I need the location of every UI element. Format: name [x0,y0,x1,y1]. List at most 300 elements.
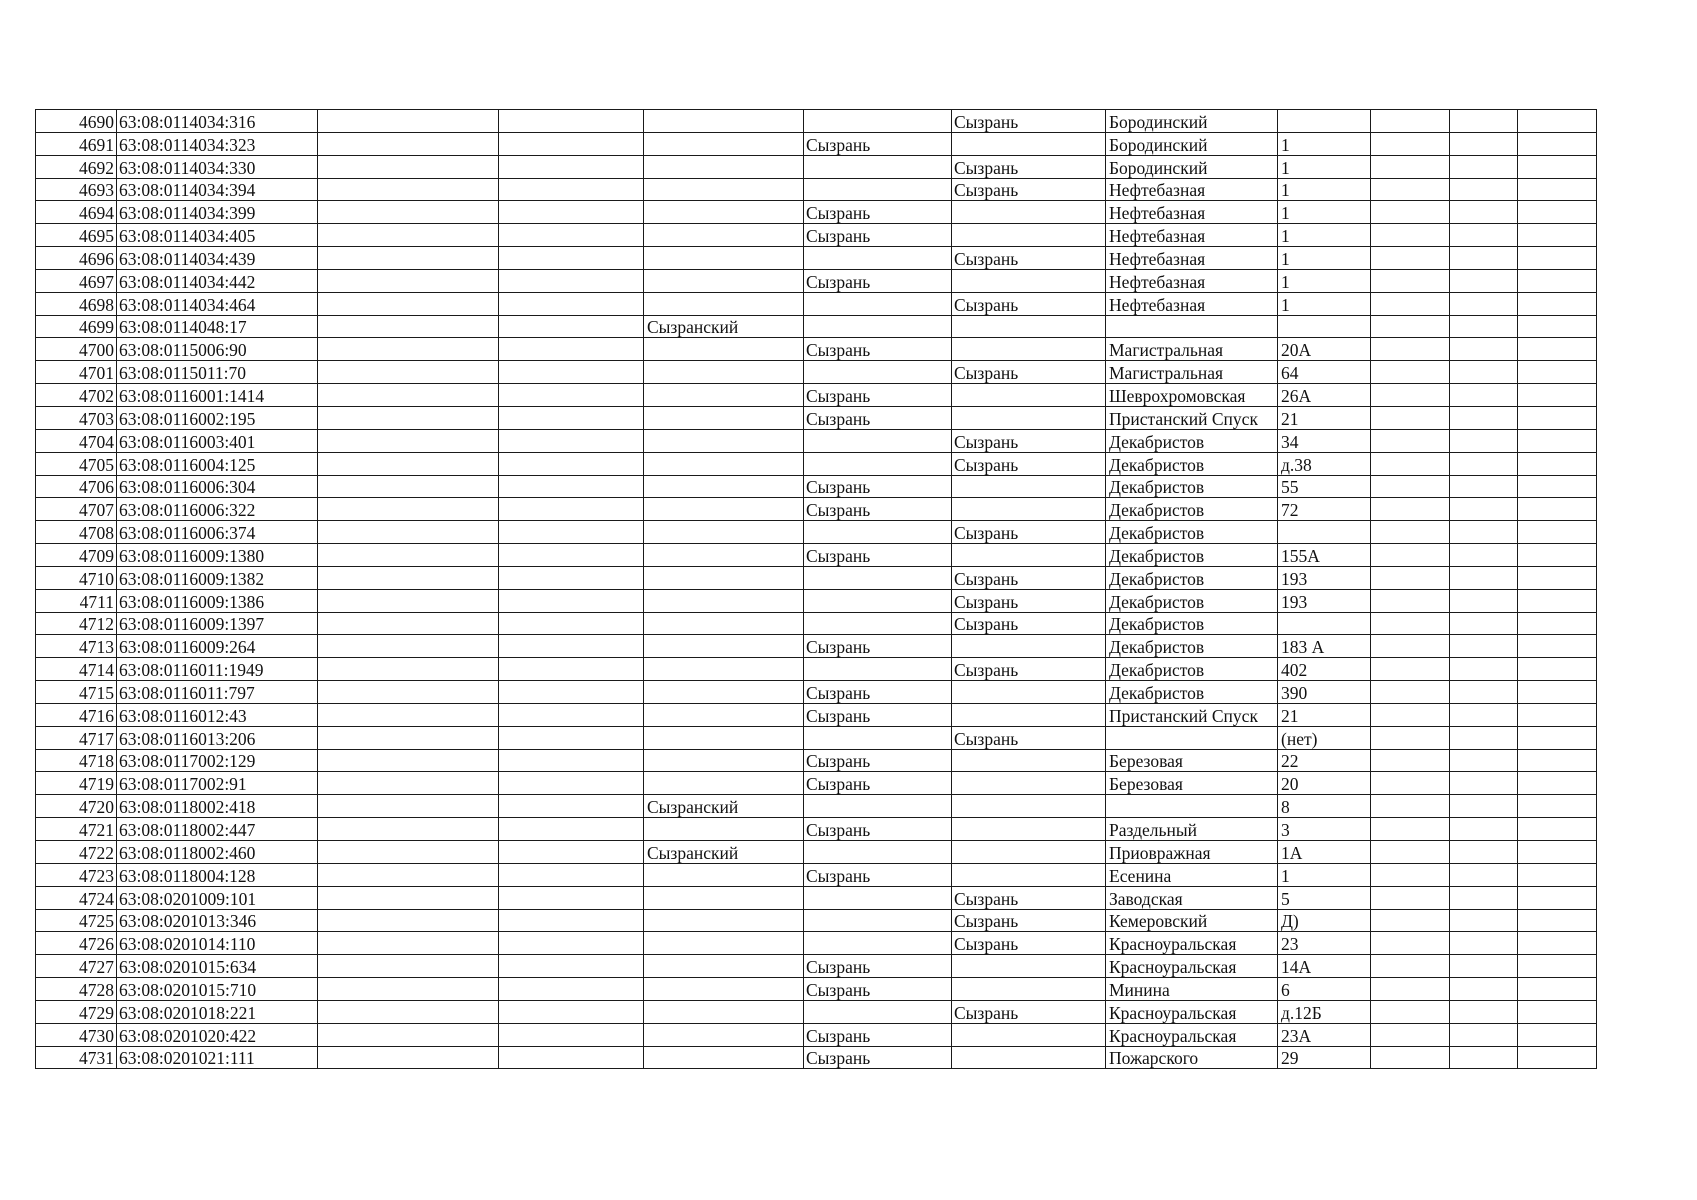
table-row [36,132,1597,155]
district-cell [644,703,804,726]
settlement-cell: Сызрань [952,361,1106,384]
table-row [36,269,1597,292]
row-number-cell: 4731 [36,1046,117,1069]
cadastral-number-cell: 63:08:0114048:17 [117,315,318,338]
settlement-cell [952,772,1106,795]
settlement-cell [952,1046,1106,1069]
row-number-cell: 4716 [36,703,117,726]
house-number-cell: 1 [1278,132,1371,155]
cadastral-number-cell: 63:08:0116006:322 [117,498,318,521]
house-number-cell: 26А [1278,384,1371,407]
cadastral-number-cell: 63:08:0116001:1414 [117,384,318,407]
empty-cell [499,338,644,361]
empty-cell [1518,269,1597,292]
settlement-cell [952,749,1106,772]
house-number-cell: 155А [1278,544,1371,567]
empty-cell [1518,818,1597,841]
empty-cell [499,110,644,133]
district-cell [644,224,804,247]
empty-cell [1450,726,1518,749]
row-number-cell: 4696 [36,247,117,270]
district-cell [644,681,804,704]
empty-cell [1450,315,1518,338]
empty-cell [318,681,499,704]
empty-cell [499,703,644,726]
cadastral-number-cell: 63:08:0116013:206 [117,726,318,749]
district-cell: Сызранский [644,841,804,864]
empty-cell [1371,292,1450,315]
row-number-cell: 4714 [36,658,117,681]
empty-cell [499,406,644,429]
empty-cell [499,361,644,384]
house-number-cell: 23 [1278,932,1371,955]
street-cell [1106,315,1278,338]
table-row [36,498,1597,521]
empty-cell [318,863,499,886]
district-cell [644,110,804,133]
empty-cell [1450,247,1518,270]
street-cell: Шеврохромовская [1106,384,1278,407]
city-cell [804,110,952,133]
empty-cell [1450,772,1518,795]
table-row [36,155,1597,178]
table-row [36,544,1597,567]
district-cell [644,201,804,224]
row-number-cell: 4705 [36,452,117,475]
empty-cell [499,498,644,521]
cadastral-number-cell: 63:08:0118002:418 [117,795,318,818]
empty-cell [318,498,499,521]
city-cell [804,932,952,955]
row-number-cell: 4718 [36,749,117,772]
cadastral-number-cell: 63:08:0115006:90 [117,338,318,361]
city-cell: Сызрань [804,772,952,795]
empty-cell [1518,681,1597,704]
empty-cell [499,635,644,658]
city-cell [804,361,952,384]
empty-cell [1450,201,1518,224]
settlement-cell: Сызрань [952,612,1106,635]
district-cell [644,1046,804,1069]
house-number-cell [1278,110,1371,133]
district-cell [644,338,804,361]
settlement-cell: Сызрань [952,292,1106,315]
empty-cell [1371,1023,1450,1046]
table-row [36,932,1597,955]
empty-cell [1371,749,1450,772]
empty-cell [318,155,499,178]
row-number-cell: 4703 [36,406,117,429]
empty-cell [499,269,644,292]
house-number-cell: д.12Б [1278,1000,1371,1023]
table-row [36,772,1597,795]
house-number-cell: 14А [1278,955,1371,978]
row-number-cell: 4709 [36,544,117,567]
cadastral-number-cell: 63:08:0201020:422 [117,1023,318,1046]
empty-cell [1371,703,1450,726]
empty-cell [1450,224,1518,247]
empty-cell [1518,932,1597,955]
empty-cell [1371,1046,1450,1069]
table-row [36,1000,1597,1023]
table-row [36,612,1597,635]
empty-cell [1450,886,1518,909]
empty-cell [318,932,499,955]
city-cell: Сызрань [804,544,952,567]
house-number-cell: 1 [1278,224,1371,247]
empty-cell [1450,361,1518,384]
empty-cell [1450,1023,1518,1046]
empty-cell [1450,521,1518,544]
row-number-cell: 4697 [36,269,117,292]
empty-cell [1518,292,1597,315]
empty-cell [318,1046,499,1069]
district-cell [644,132,804,155]
empty-cell [1518,521,1597,544]
row-number-cell: 4690 [36,110,117,133]
city-cell: Сызрань [804,338,952,361]
empty-cell [1371,658,1450,681]
district-cell [644,886,804,909]
empty-cell [499,1046,644,1069]
empty-cell [1518,315,1597,338]
district-cell [644,955,804,978]
row-number-cell: 4726 [36,932,117,955]
empty-cell [1518,498,1597,521]
row-number-cell: 4719 [36,772,117,795]
empty-cell [1450,978,1518,1001]
settlement-cell [952,635,1106,658]
row-number-cell: 4693 [36,178,117,201]
city-cell: Сызрань [804,384,952,407]
empty-cell [1518,589,1597,612]
cadastral-number-cell: 63:08:0201009:101 [117,886,318,909]
settlement-cell [952,818,1106,841]
settlement-cell: Сызрань [952,589,1106,612]
district-cell [644,772,804,795]
empty-cell [1518,1023,1597,1046]
empty-cell [499,726,644,749]
cadastral-number-cell: 63:08:0114034:323 [117,132,318,155]
empty-cell [499,429,644,452]
house-number-cell: 1 [1278,269,1371,292]
district-cell [644,978,804,1001]
empty-cell [1450,703,1518,726]
table-row [36,338,1597,361]
empty-cell [1518,201,1597,224]
street-cell: Красноуральская [1106,932,1278,955]
empty-cell [1371,589,1450,612]
cadastral-number-cell: 63:08:0116009:1382 [117,566,318,589]
house-number-cell: 193 [1278,566,1371,589]
row-number-cell: 4708 [36,521,117,544]
empty-cell [499,841,644,864]
table-row [36,1046,1597,1069]
cadastral-number-cell: 63:08:0116006:304 [117,475,318,498]
table-row [36,566,1597,589]
cadastral-number-cell: 63:08:0201013:346 [117,909,318,932]
empty-cell [1450,863,1518,886]
settlement-cell: Сызрань [952,566,1106,589]
street-cell: Бородинский [1106,110,1278,133]
table-row [36,863,1597,886]
empty-cell [1518,612,1597,635]
settlement-cell [952,863,1106,886]
district-cell [644,1023,804,1046]
cadastral-number-cell: 63:08:0114034:394 [117,178,318,201]
district-cell [644,406,804,429]
settlement-cell [952,269,1106,292]
street-cell: Декабристов [1106,635,1278,658]
city-cell: Сызрань [804,224,952,247]
cadastral-number-cell: 63:08:0114034:399 [117,201,318,224]
city-cell [804,429,952,452]
row-number-cell: 4694 [36,201,117,224]
empty-cell [1371,978,1450,1001]
empty-cell [499,909,644,932]
city-cell: Сызрань [804,978,952,1001]
empty-cell [1450,1046,1518,1069]
empty-cell [318,955,499,978]
house-number-cell: 1 [1278,863,1371,886]
empty-cell [1450,384,1518,407]
street-cell: Нефтебазная [1106,247,1278,270]
empty-cell [1450,178,1518,201]
empty-cell [1371,429,1450,452]
table-row [36,749,1597,772]
house-number-cell: 21 [1278,703,1371,726]
table-row [36,452,1597,475]
street-cell: Магистральная [1106,338,1278,361]
settlement-cell: Сызрань [952,658,1106,681]
empty-cell [499,384,644,407]
empty-cell [1450,909,1518,932]
row-number-cell: 4724 [36,886,117,909]
street-cell: Магистральная [1106,361,1278,384]
table-row [36,178,1597,201]
empty-cell [1518,475,1597,498]
street-cell: Красноуральская [1106,955,1278,978]
house-number-cell [1278,315,1371,338]
row-number-cell: 4692 [36,155,117,178]
row-number-cell: 4727 [36,955,117,978]
empty-cell [499,772,644,795]
empty-cell [318,909,499,932]
empty-cell [1518,132,1597,155]
settlement-cell [952,406,1106,429]
street-cell: Декабристов [1106,589,1278,612]
city-cell [804,292,952,315]
empty-cell [318,132,499,155]
empty-cell [1371,1000,1450,1023]
empty-cell [499,589,644,612]
empty-cell [499,886,644,909]
city-cell: Сызрань [804,406,952,429]
empty-cell [1371,886,1450,909]
empty-cell [1371,841,1450,864]
empty-cell [499,224,644,247]
settlement-cell [952,681,1106,704]
house-number-cell: 183 А [1278,635,1371,658]
city-cell [804,247,952,270]
empty-cell [318,795,499,818]
house-number-cell: Д) [1278,909,1371,932]
settlement-cell [952,498,1106,521]
table-row [36,726,1597,749]
empty-cell [1450,544,1518,567]
empty-cell [1371,863,1450,886]
city-cell: Сызрань [804,955,952,978]
street-cell [1106,795,1278,818]
street-cell: Декабристов [1106,498,1278,521]
table-row [36,224,1597,247]
empty-cell [499,315,644,338]
street-cell: Есенина [1106,863,1278,886]
table-row [36,110,1597,133]
empty-cell [1371,772,1450,795]
cadastral-number-cell: 63:08:0116012:43 [117,703,318,726]
street-cell: Кемеровский [1106,909,1278,932]
house-number-cell: 6 [1278,978,1371,1001]
city-cell: Сызрань [804,818,952,841]
cadastral-number-cell: 63:08:0116009:1397 [117,612,318,635]
empty-cell [318,703,499,726]
row-number-cell: 4701 [36,361,117,384]
street-cell: Раздельный [1106,818,1278,841]
cadastral-number-cell: 63:08:0201015:710 [117,978,318,1001]
empty-cell [1518,955,1597,978]
district-cell [644,589,804,612]
empty-cell [1450,406,1518,429]
empty-cell [1450,110,1518,133]
city-cell: Сызрань [804,703,952,726]
empty-cell [318,475,499,498]
table-row [36,795,1597,818]
house-number-cell: 55 [1278,475,1371,498]
empty-cell [1518,909,1597,932]
settlement-cell: Сызрань [952,909,1106,932]
cadastral-number-cell: 63:08:0118004:128 [117,863,318,886]
cadastral-number-cell: 63:08:0201015:634 [117,955,318,978]
district-cell [644,726,804,749]
city-cell [804,841,952,864]
settlement-cell: Сызрань [952,932,1106,955]
empty-cell [499,795,644,818]
table-row [36,247,1597,270]
table-row [36,589,1597,612]
empty-cell [318,406,499,429]
empty-cell [1518,178,1597,201]
settlement-cell: Сызрань [952,886,1106,909]
empty-cell [499,749,644,772]
empty-cell [499,955,644,978]
district-cell [644,612,804,635]
house-number-cell: 34 [1278,429,1371,452]
street-cell: Декабристов [1106,612,1278,635]
settlement-cell: Сызрань [952,155,1106,178]
empty-cell [318,384,499,407]
empty-cell [1371,110,1450,133]
empty-cell [1518,544,1597,567]
district-cell [644,544,804,567]
table-row [36,818,1597,841]
district-cell [644,863,804,886]
street-cell: Декабристов [1106,658,1278,681]
house-number-cell: 1 [1278,292,1371,315]
street-cell: Нефтебазная [1106,224,1278,247]
house-number-cell: 1 [1278,201,1371,224]
empty-cell [1518,224,1597,247]
empty-cell [1518,886,1597,909]
empty-cell [318,292,499,315]
table-row [36,635,1597,658]
empty-cell [318,544,499,567]
empty-cell [499,863,644,886]
row-number-cell: 4715 [36,681,117,704]
empty-cell [1371,155,1450,178]
empty-cell [1371,566,1450,589]
settlement-cell [952,384,1106,407]
empty-cell [1518,1046,1597,1069]
district-cell [644,932,804,955]
city-cell: Сызрань [804,1046,952,1069]
cadastral-number-cell: 63:08:0116009:264 [117,635,318,658]
empty-cell [499,566,644,589]
settlement-cell: Сызрань [952,247,1106,270]
house-number-cell: 5 [1278,886,1371,909]
empty-cell [1518,749,1597,772]
table-row [36,475,1597,498]
empty-cell [318,338,499,361]
empty-cell [1371,475,1450,498]
city-cell: Сызрань [804,635,952,658]
empty-cell [1450,429,1518,452]
city-cell [804,726,952,749]
empty-cell [318,772,499,795]
empty-cell [1450,749,1518,772]
district-cell [644,361,804,384]
empty-cell [1518,110,1597,133]
house-number-cell: 3 [1278,818,1371,841]
empty-cell [499,475,644,498]
row-number-cell: 4723 [36,863,117,886]
table-row [36,429,1597,452]
empty-cell [318,612,499,635]
table-row [36,955,1597,978]
street-cell: Декабристов [1106,681,1278,704]
district-cell [644,521,804,544]
empty-cell [499,932,644,955]
empty-cell [1450,818,1518,841]
table-row [36,703,1597,726]
empty-cell [1518,406,1597,429]
empty-cell [499,978,644,1001]
cadastral-number-cell: 63:08:0116006:374 [117,521,318,544]
cadastral-number-cell: 63:08:0116002:195 [117,406,318,429]
empty-cell [1518,338,1597,361]
empty-cell [1371,201,1450,224]
empty-cell [1371,269,1450,292]
empty-cell [1371,315,1450,338]
row-number-cell: 4725 [36,909,117,932]
registry-table [35,109,1597,1069]
city-cell [804,566,952,589]
street-cell: Нефтебазная [1106,292,1278,315]
row-number-cell: 4691 [36,132,117,155]
house-number-cell [1278,521,1371,544]
table-row [36,361,1597,384]
empty-cell [1518,452,1597,475]
